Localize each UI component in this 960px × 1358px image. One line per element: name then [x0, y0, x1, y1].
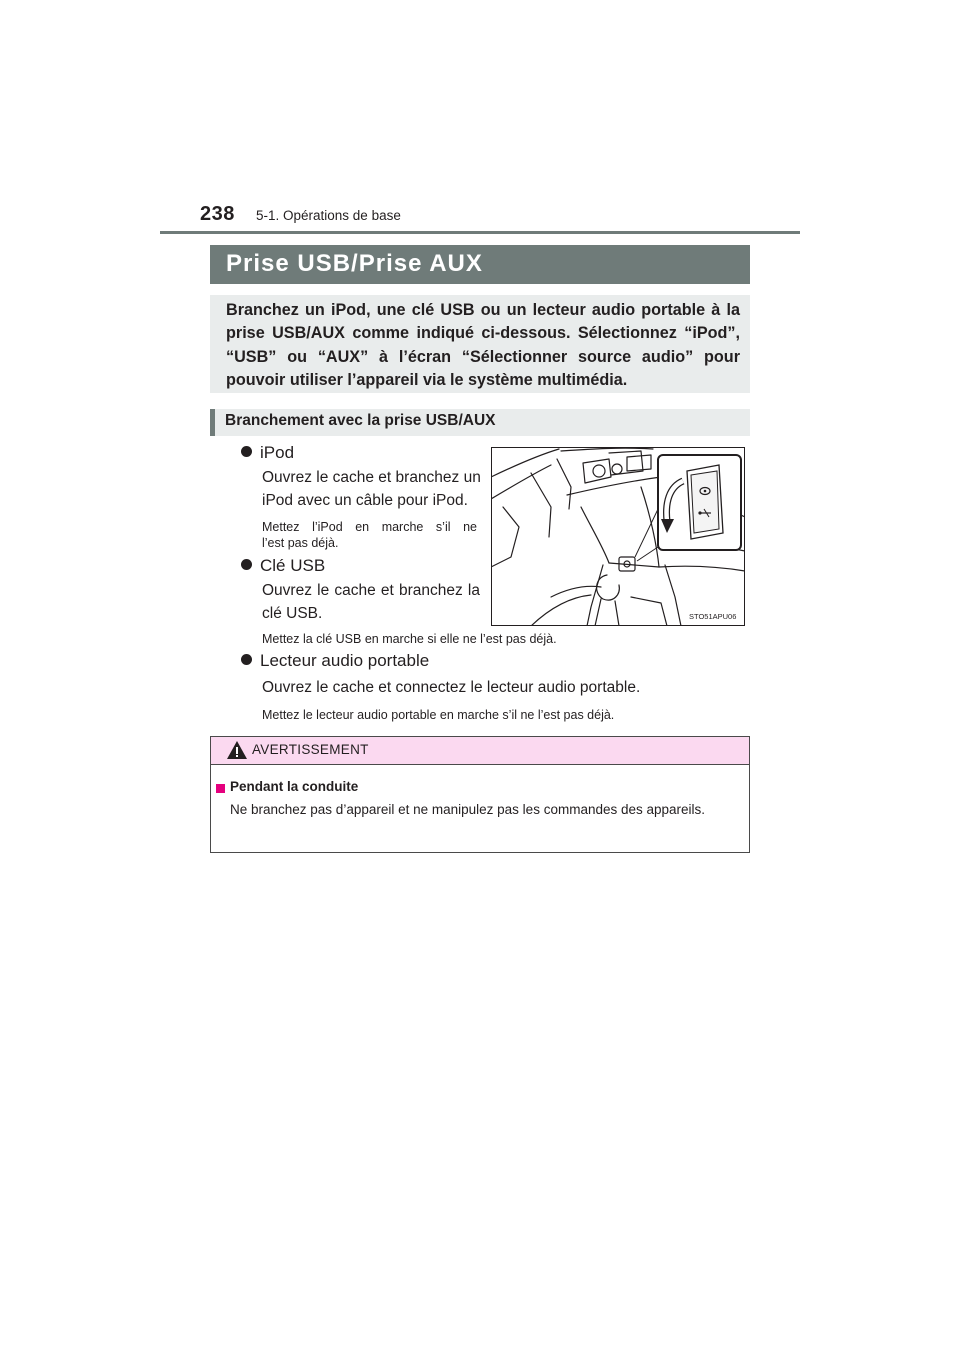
warning-subtitle: Pendant la conduite — [230, 779, 359, 794]
item-usb-note — [262, 631, 557, 647]
item-usb-label: Clé USB — [260, 556, 326, 575]
warning-triangle-icon — [226, 740, 248, 760]
usb-port-illustration — [491, 447, 745, 626]
item-usb-text — [262, 579, 480, 625]
item-ipod-note-line: Mettez l’iPod en marche s’il ne — [262, 520, 477, 534]
subsection-title: Branchement avec la prise USB/AUX — [225, 412, 496, 429]
item-ipod-text — [262, 466, 482, 512]
warning-title: AVERTISSEMENT — [252, 742, 369, 757]
section-label: 5-1. Opérations de base — [256, 208, 401, 223]
header-rule — [160, 231, 800, 234]
item-audio-text-line: Ouvrez le cache et connectez le lecteur audio portable. — [262, 679, 641, 696]
item-audio-note — [262, 707, 614, 723]
item-ipod-heading — [241, 443, 294, 463]
bullet-icon — [241, 446, 252, 457]
item-ipod-label: iPod — [260, 443, 295, 462]
item-usb-text-line: clé USB. — [262, 605, 323, 622]
item-ipod-note-line: l’est pas déjà. — [262, 536, 339, 550]
item-ipod-text-line: Ouvrez le cache et branchez un — [262, 469, 481, 486]
warning-body: Ne branchez pas d’appareil et ne manipulez pas les commandes des appareils. — [230, 802, 706, 817]
item-usb-heading — [241, 556, 325, 576]
item-audio-label: Lecteur audio portable — [260, 651, 430, 670]
figure-code: STO51APU06 — [689, 612, 737, 621]
warning-square-icon — [216, 784, 225, 793]
item-audio-text — [262, 676, 640, 699]
item-usb-text-line: Ouvrez le cache et branchez la — [262, 582, 480, 599]
page-title: Prise USB/Prise AUX — [226, 250, 483, 277]
item-audio-note-line: Mettez le lecteur audio portable en marche s’il ne l’est pas déjà. — [262, 708, 615, 722]
item-audio-heading — [241, 651, 429, 671]
intro-text: Branchez un iPod, une clé USB ou un lecteur audio portable à la prise USB/AUX comme indiqué ci-dessous. Sélectionnez “iPod”, “USB” ou “AUX” à l’écran “Sélectionner source audio” pour pouvoir utiliser l’appareil via le système multimédia. — [226, 301, 740, 390]
item-ipod-note — [262, 519, 477, 551]
page-number: 238 — [200, 203, 235, 225]
bullet-icon — [241, 654, 252, 665]
item-ipod-text-line: iPod avec un câble pour iPod. — [262, 492, 468, 509]
bullet-icon — [241, 559, 252, 570]
item-usb-note-line: Mettez la clé USB en marche si elle ne l’est pas déjà. — [262, 632, 557, 646]
subsection-accent — [210, 409, 215, 436]
